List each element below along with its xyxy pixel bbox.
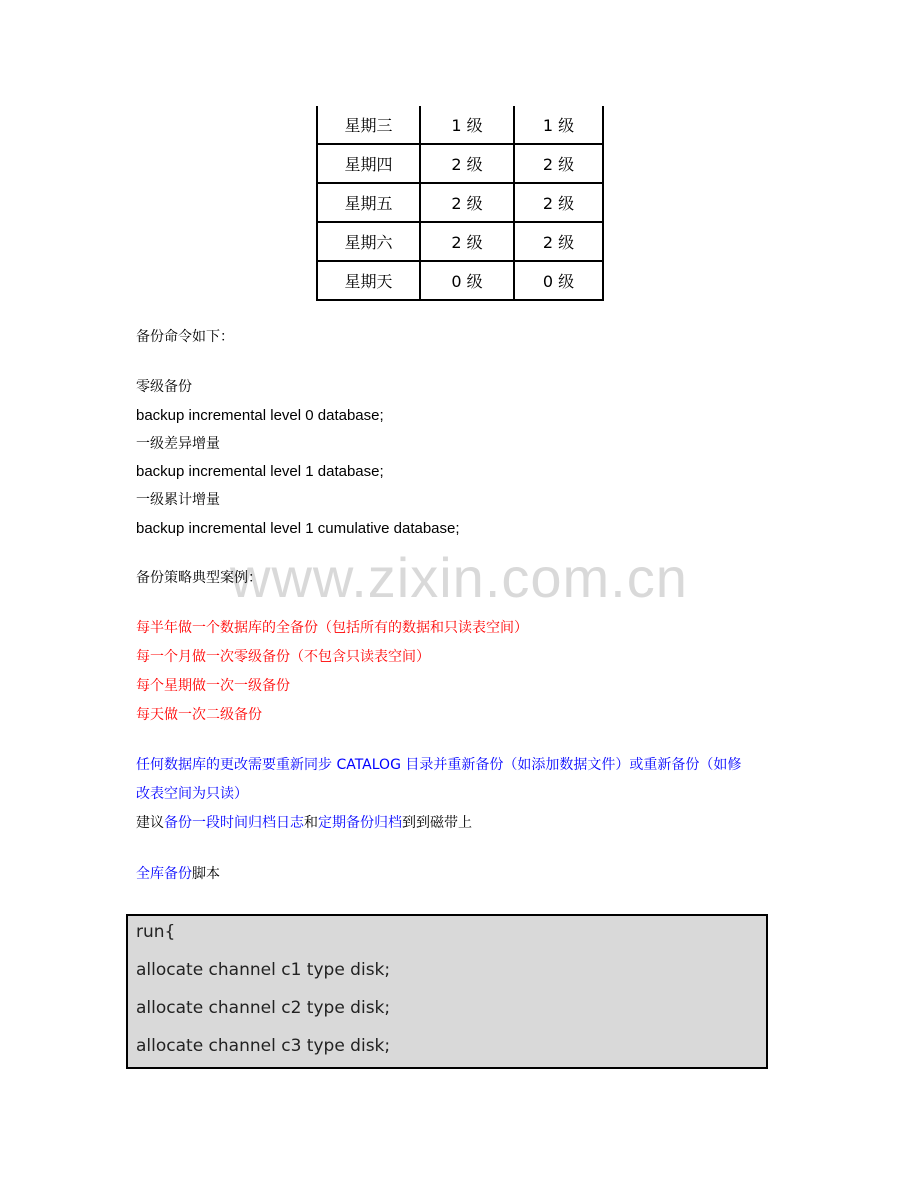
note-catalog-line2: 改表空间为只读） (136, 786, 248, 802)
code-line: allocate channel c1 type disk; (136, 960, 391, 980)
level-cell: 2 级 (514, 222, 603, 261)
level-cell: 0 级 (420, 261, 514, 300)
note-catalog-line1: 任何数据库的更改需要重新同步 CATALOG 目录并重新备份（如添加数据文件）或重新备份（如修 (136, 757, 742, 773)
level-cell: 2 级 (420, 183, 514, 222)
cumulative-command: backup incremental level 1 cumulative database; (136, 520, 460, 537)
watermark: www.zixin.com.cn (230, 546, 688, 609)
note-archive-p1: 建议 (136, 815, 164, 831)
level-cell: 1 级 (420, 106, 514, 144)
script-code-box (126, 914, 768, 1069)
strategy-heading: 备份策略典型案例： (136, 570, 262, 586)
table-row (317, 144, 603, 183)
level-cell: 2 级 (514, 183, 603, 222)
level0-command: backup incremental level 0 database; (136, 407, 384, 424)
level-cell: 2 级 (420, 144, 514, 183)
weekday-cell: 星期六 (317, 222, 420, 261)
table-row (317, 106, 603, 144)
note-archive-p2: 备份一段时间归档日志 (164, 815, 304, 831)
note-archive (136, 813, 472, 833)
strategy-item: 每个星期做一次一级备份 (136, 678, 290, 694)
cumulative-label: 一级累计增量 (136, 492, 220, 508)
strategy-item: 每天做一次二级备份 (136, 707, 262, 723)
table-row (317, 183, 603, 222)
full-script-heading-p2: 脚本 (192, 866, 220, 882)
note-archive-p4: 定期备份归档 (318, 815, 402, 831)
level-cell: 2 级 (514, 144, 603, 183)
code-line: allocate channel c2 type disk; (136, 998, 391, 1018)
differential-label: 一级差异增量 (136, 436, 220, 452)
weekday-cell: 星期天 (317, 261, 420, 300)
level-cell: 1 级 (514, 106, 603, 144)
code-line: run{ (136, 922, 176, 942)
note-archive-p3: 和 (304, 815, 318, 831)
commands-intro: 备份命令如下： (136, 329, 234, 345)
full-script-heading (136, 864, 220, 884)
strategy-item: 每半年做一个数据库的全备份（包括所有的数据和只读表空间） (136, 620, 528, 636)
differential-command: backup incremental level 1 database; (136, 463, 384, 480)
weekday-cell: 星期三 (317, 106, 420, 144)
level-cell: 0 级 (514, 261, 603, 300)
table-row (317, 222, 603, 261)
level-cell: 2 级 (420, 222, 514, 261)
level0-label: 零级备份 (136, 379, 192, 395)
code-line: allocate channel c3 type disk; (136, 1036, 391, 1056)
strategy-item: 每一个月做一次零级备份（不包含只读表空间） (136, 649, 430, 665)
weekday-cell: 星期五 (317, 183, 420, 222)
backup-level-table (316, 106, 604, 301)
weekday-cell: 星期四 (317, 144, 420, 183)
note-archive-p5: 到到磁带上 (402, 815, 472, 831)
full-script-heading-p1: 全库备份 (136, 866, 192, 882)
table-row (317, 261, 603, 300)
